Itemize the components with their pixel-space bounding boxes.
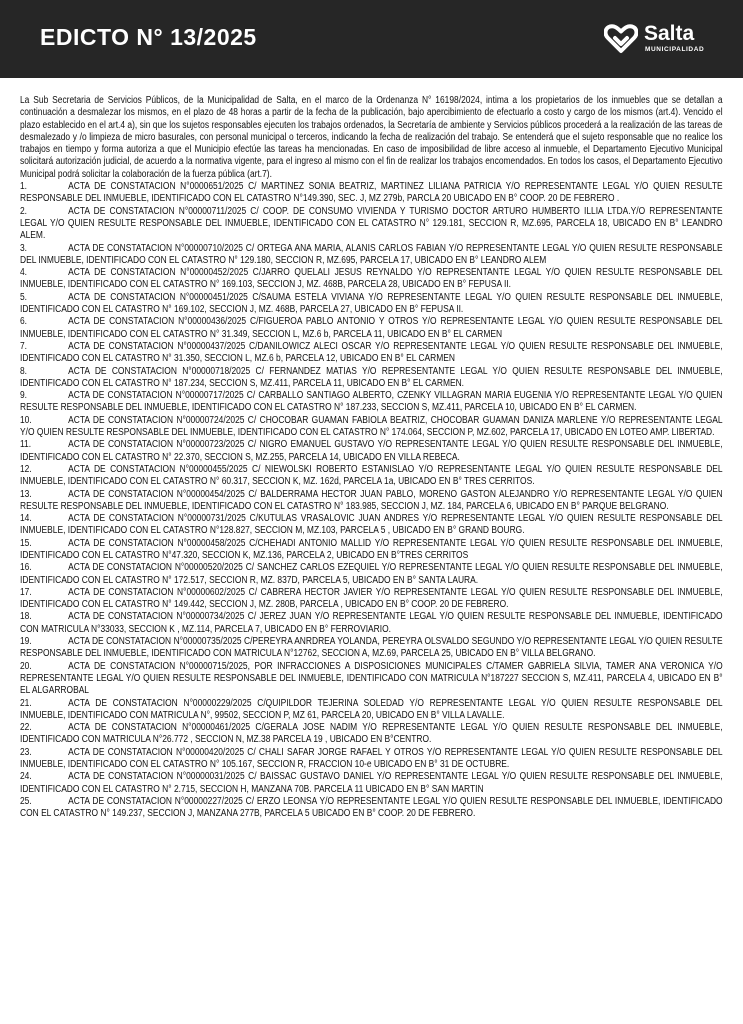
acta-list [20,181,723,820]
list-item [20,771,723,796]
item-number: 21. [20,697,32,709]
item-number: 18. [20,611,32,623]
list-item [20,267,723,292]
list-item [20,538,723,563]
list-item [20,747,723,772]
list-item [20,464,723,489]
item-number: 24. [20,771,32,783]
item-text: ACTA DE CONSTATACION N°00000731/2025 C/KUTULAS VRASALOVIC JUAN ANDRES Y/O REPRESENTANTE LEGAL Y/O QUIEN RESULTE RESPONSABLE DEL INMUEBLE, IDENTIFICADO CON EL CATASTRO N°128.827, SECCION M, MZ.103, PARCELA 5 , UBICADO EN B° GRAND BOURG. [20,513,723,537]
item-text: ACTA DE CONSTATACION N°00000436/2025 C/FIGUEROA PABLO ANTONIO Y OTROS Y/O REPRESENTANTE LEGAL Y/O QUIEN RESULTE RESPONSABLE DEL INMUEBLE, IDENTIFICADO CON EL CATASTRO N° 31.349, SECCION L, MZ.6 b, PARCELA 11, UBICADO EN B° EL CARMEN [20,316,723,340]
item-number: 8. [20,365,28,377]
list-item [20,587,723,612]
item-text: ACTA DE CONSTATACION N°00000452/2025 C/JARRO QUELALI JESUS REYNALDO Y/O REPRESENTANTE LEGAL Y/O QUIEN RESULTE RESPONSABLE DEL INMUEBLE, IDENTIFICADO CON EL CATASTRO N° 169.103, SECCION J, MZ. 468B, PARCELA 28, UBICADO EN B° FEPUSA II. [20,267,723,291]
item-number: 16. [20,562,32,574]
item-number: 9. [20,390,28,402]
item-text: ACTA DE CONSTATACION N°00000715/2025, POR INFRACCIONES A DISPOSICIONES MUNICIPALES C/TAMER GABRIELA SILVIA, TAMER ANA VERONICA Y/O REPRESENTANTE LEGAL Y/O QUIEN RESULTE RESPONSABLE DEL INMUEBLE, IDENTIFICADO CON MATRICULA N°187227 SECCION S, MZ.411, PARCELA 4, UBICADO EN B° EL ALGARROBAL [20,660,723,697]
item-text: ACTA DE CONSTATACION N°00000710/2025 C/ ORTEGA ANA MARIA, ALANIS CARLOS FABIAN Y/O REPRESENTANTE LEGAL Y/O QUIEN RESULTE RESPONSABLE DEL INMUEBLE, IDENTIFICADO CON EL CATASTRO N° 129.180, SECCION R, MZ.695, PARCELA 17, UBICADO EN B° LEANDRO ALEM [20,242,723,266]
item-number: 23. [20,746,32,758]
list-item [20,206,723,243]
list-item [20,562,723,587]
intro-paragraph: La Sub Secretaria de Servicios Públicos, de la Municipalidad de Salta, en el marco de la Ordenanza N° 16198/2024, intima a los propietarios de los inmuebles que se detallan a continuación a desmalezar los mismos, en el plazo de 48 horas a partir de la fecha de la publicación, bajo apercibimiento de efectuarlo a costo y cargo de los mismos (art.4). Vencido el plazo establecido en el art.4 a), sin que los sujetos responsables ejecuten los trabajos ordenados, la Secretaría de ambiente y Servicios públicos procederá a la realización de las tareas de desmalezado y /o limpieza de micro basurales, con personal municipal o terceros, indicando la fecha de realización del trabajo. Se entenderá que el sujeto responsable que no realice los trabajos en tiempo y forma autoriza a que el Municipio efectúe las tareas ha mencionadas. En caso de imposibilidad de libre acceso al inmueble, el Departamento Ejecutivo Municipal solicitará autorización judicial, de acuerdo a la normativa vigente, para el ingreso al mismo con el fin de realizar los trabajos encomendados. En todos los casos, el Departamento Ejecutivo Municipal podrá solicitar la colaboración de la fuerza pública (art.7). [20,95,723,180]
item-number: 6. [20,316,28,328]
item-number: 22. [20,722,32,734]
list-item [20,661,723,698]
item-number: 5. [20,291,28,303]
item-number: 10. [20,414,32,426]
list-item [20,796,723,821]
item-number: 1. [20,181,28,193]
item-text: ACTA DE CONSTATACION N°00000602/2025 C/ CABRERA HECTOR JAVIER Y/O REPRESENTANTE LEGAL Y/O QUIEN RESULTE RESPONSABLE DEL INMUEBLE, IDENTIFICADO CON EL CATASTRO N° 149.442, SECCION J, MZ. 280B, PARCELA , UBICADO EN B° COOP. 20 DE FEBRERO. [20,586,723,611]
item-number: 15. [20,537,32,549]
item-number: 4. [20,267,28,279]
item-text: ACTA DE CONSTATACION N°00000227/2025 C/ ERZO LEONSA Y/O REPRESENTANTE LEGAL Y/O QUIEN RESULTE RESPONSABLE DEL INMUEBLE, IDENTIFICADO CON EL CATASTRO N° 149.237, SECCION J, MANZANA 277B, PARCELA 5 UBICADO EN B° COOP. 20 DE FEBRERO. [20,795,723,820]
item-text: ACTA DE CONSTATACION N°00000723/2025 C/ NIGRO EMANUEL GUSTAVO Y/O REPRESENTANTE LEGAL Y/O QUIEN RESULTE RESPONSABLE DEL INMUEBLE, IDENTIFICADO CON EL CATASTRO N° 22.370, SECCION S, MZ.255, PARCELA 14, UBICADO EN VILLA REBECA. [20,439,723,463]
item-number: 12. [20,463,32,475]
heart-logo-icon [604,24,638,54]
list-item [20,698,723,723]
item-number: 25. [20,795,32,807]
list-item [20,489,723,514]
item-number: 11. [20,439,32,451]
list-item [20,636,723,661]
item-number: 19. [20,636,32,648]
item-text: ACTA DE CONSTATACION N°00000520/2025 C/ SANCHEZ CARLOS EZEQUIEL Y/O REPRESENTANTE LEGAL Y/O QUIEN RESULTE RESPONSABLE DEL INMUEBLE, IDENTIFICADO CON EL CATASTRO N° 172.517, SECCION R, MZ. 837D, PARCELA 5, UBICADO EN B° SANTA LAURA. [20,562,723,586]
list-item [20,292,723,317]
item-text: ACTA DE CONSTATACION N°00000229/2025 C/QUIPILDOR TEJERINA SOLEDAD Y/O REPRESENTANTE LEGAL Y/O QUIEN RESULTE RESPONSABLE DEL INMUEBLE, IDENTIFICADO CON MATRICULA N°, 99502, SECCION P, MZ 61, PARCELA 20, UBICADO EN B° VILLA LAVALLE. [20,697,723,721]
edict-body [20,95,723,821]
item-text: ACTA DE CONSTATACION N°00000437/2025 C/DANILOWICZ ALECI OSCAR Y/O REPRESENTANTE LEGAL Y/O QUIEN RESULTE RESPONSABLE DEL INMUEBLE, IDENTIFICADO CON EL CATASTRO N° 31.350, SECCION L, MZ.6 b, PARCELA 12, UBICADO EN B° EL CARMEN [20,340,723,365]
item-text: ACTA DE CONSTATACION N°0000651/2025 C/ MARTINEZ SONIA BEATRIZ, MARTINEZ LILIANA PATRICIA Y/O REPRESENTANTE LEGAL Y/O QUIEN RESULTE RESPONSABLE DEL INMUEBLE, IDENTIFICADO CON EL CATASTRO N°149.390, SEC. J, MZ 279b, PARCLA 20 UBICADO EN B° COOP. 20 DE FEBRERO . [20,181,723,205]
item-number: 3. [20,242,28,254]
list-item [20,181,723,206]
item-text: ACTA DE CONSTATACION N°00000461/2025 C/GERALA JOSE NADIM Y/O REPRESENTANTE LEGAL Y/O QUIEN RESULTE RESPONSABLE DEL INMUEBLE, IDENTIFICADO CON MATRICULA N°26.772 , SECCION N, MZ.38 PARCELA 19 , UBICADO EN B°CENTRO. [20,722,723,746]
item-text: ACTA DE CONSTATACION N°00000718/2025 C/ FERNANDEZ MATIAS Y/O REPRESENTANTE LEGAL Y/O QUIEN RESULTE RESPONSABLE DEL INMUEBLE, IDENTIFICADO CON EL CATASTRO N° 187.234, SECCION S, MZ.411, PARCELA 11, UBICADO EN B° EL CARMEN. [20,365,723,389]
list-item [20,316,723,341]
item-text: ACTA DE CONSTATACION N°00000458/2025 C/CHEHADI ANTONIO MALLID Y/O REPRESENTANTE LEGAL Y/O QUIEN RESULTE RESPONSABLE DEL INMUEBLE, IDENTIFICADO CON EL CATASTRO N°47.320, SECCION K, MZ.136, PARCELA 2, UBICADO EN B°TRES CERRITOS [20,537,723,561]
item-number: 7. [20,340,28,352]
list-item [20,611,723,636]
item-text: ACTA DE CONSTATACION N°00000717/2025 C/ CARBALLO SANTIAGO ALBERTO, CZENKY VILLAGRAN MARIA EUGENIA Y/O REPRESENTANTE LEGAL Y/O QUIEN RESULTE RESPONSABLE DEL INMUEBLE, IDENTIFICADO CON EL CATASTRO N° 187.233, SECCION S, MZ.411, PARCELA 10, UBICADO EN B° EL CARMEN. [20,390,723,414]
list-item [20,513,723,538]
item-number: 2. [20,205,28,217]
item-text: ACTA DE CONSTATACION N°00000724/2025 C/ CHOCOBAR GUAMAN FABIOLA BEATRIZ, CHOCOBAR GUAMAN DANIZA MARLENE Y/O REPRESENTANTE LEGAL Y/O QUIEN RESULTE RESPONSABLE DEL INMUEBLE, IDENTIFICADO CON EL CATASTRO N° 174.064, SECCION P, MZ.602, PARCELA 17, UBICADO EN LOTEO AMP. LIBERTAD. [20,414,723,439]
logo-name: Salta [644,22,695,45]
header-bar [0,0,743,78]
list-item [20,722,723,747]
municipality-logo [604,22,716,56]
item-text: ACTA DE CONSTATACION N°00000711/2025 C/ COOP. DE CONSUMO VIVIENDA Y TURISMO DOCTOR ARTURO HUMBERTO ILLIA LTDA.Y/O REPRESENTANTE LEGAL Y/O QUIEN RESULTE RESPONSABLE DEL INMUEBLE, IDENTIFICADO CON EL CATASTRO N° 129.181, SECCION R, MZ.695, PARCELA 18, UBICADO EN B° LEANDRO ALEM. [20,205,723,242]
item-number: 20. [20,660,32,672]
list-item [20,390,723,415]
item-text: ACTA DE CONSTATACION N°00000455/2025 C/ NIEWOLSKI ROBERTO ESTANISLAO Y/O REPRESENTANTE LEGAL Y/O QUIEN RESULTE RESPONSABLE DEL INMUEBLE, IDENTIFICADO CON EL CATASTRO N° 60.317, SECCION K, MZ. 162d, PARCELA 1a, UBICADO EN B° TRES CERRITOS. [20,463,723,488]
list-item [20,243,723,268]
item-text: ACTA DE CONSTATACION N°00000734/2025 C/ JEREZ JUAN Y/O REPRESENTANTE LEGAL Y/O QUIEN RESULTE RESPONSABLE DEL INMUEBLE, IDENTIFICADO CON MATRICULA N°33033, SECCION K , MZ.114, PARCELA 7, UBICADO EN B° FERROVIARIO. [20,611,723,635]
item-text: ACTA DE CONSTATACION N°00000454/2025 C/ BALDERRAMA HECTOR JUAN PABLO, MORENO GASTON ALEJANDRO Y/O REPRESENTANTE LEGAL Y/O QUIEN RESULTE RESPONSABLE DEL INMUEBLE, IDENTIFICADO CON EL CATASTRO N° 183.985, SECCION J, MZ. 184, PARCELA 6, UBICADO EN B° PARQUE BELGRANO. [20,488,723,512]
item-number: 13. [20,488,32,500]
logo-subtitle: MUNICIPALIDAD [645,46,705,53]
item-text: ACTA DE CONSTATACION N°00000420/2025 C/ CHALI SAFAR JORGE RAFAEL Y OTROS Y/O REPRESENTANTE LEGAL Y/O QUIEN RESULTE RESPONSABLE DEL INMUEBLE, IDENTIFICADO CON EL CATASTRO N° 105.167, SECCION R, FRACCION 10-e UBICADO EN B° 31 DE OCTUBRE. [20,746,723,771]
item-number: 14. [20,513,32,525]
edict-title: EDICTO N° 13/2025 [40,24,257,50]
list-item [20,439,723,464]
list-item [20,415,723,440]
item-number: 17. [20,586,32,598]
list-item [20,341,723,366]
item-text: ACTA DE CONSTATACION N°00000735/2025 C/PEREYRA ANRDREA YOLANDA, PEREYRA OLSVALDO SEGUNDO Y/O REPRESENTANTE LEGAL Y/O QUIEN RESULTE RESPONSABLE DEL INMUEBLE, IDENTIFICADO CON MATRICULA N°12762, SECCION A, MZ.69, PARCELA 25, UBICADO EN B° VILLA BELGRANO. [20,636,723,660]
item-text: ACTA DE CONSTATACION N°00000031/2025 C/ BAISSAC GUSTAVO DANIEL Y/O REPRESENTANTE LEGAL Y/O QUIEN RESULTE RESPONSABLE DEL INMUEBLE, IDENTIFICADO CON EL CATASTRO N° 2.715, SECCION H, MANZANA 70B. PARCELA 11 UBICADO EN B° SAN MARTIN [20,771,723,795]
list-item [20,366,723,391]
item-text: ACTA DE CONSTATACION N°00000451/2025 C/SAUMA ESTELA VIVIANA Y/O REPRESENTANTE LEGAL Y/O QUIEN RESULTE RESPONSABLE DEL INMUEBLE, IDENTIFICADO CON EL CATASTRO N° 169.102, SECCION J, MZ. 468B, PARCELA 27, UBICADO EN B° FEPUSA II. [20,291,723,316]
